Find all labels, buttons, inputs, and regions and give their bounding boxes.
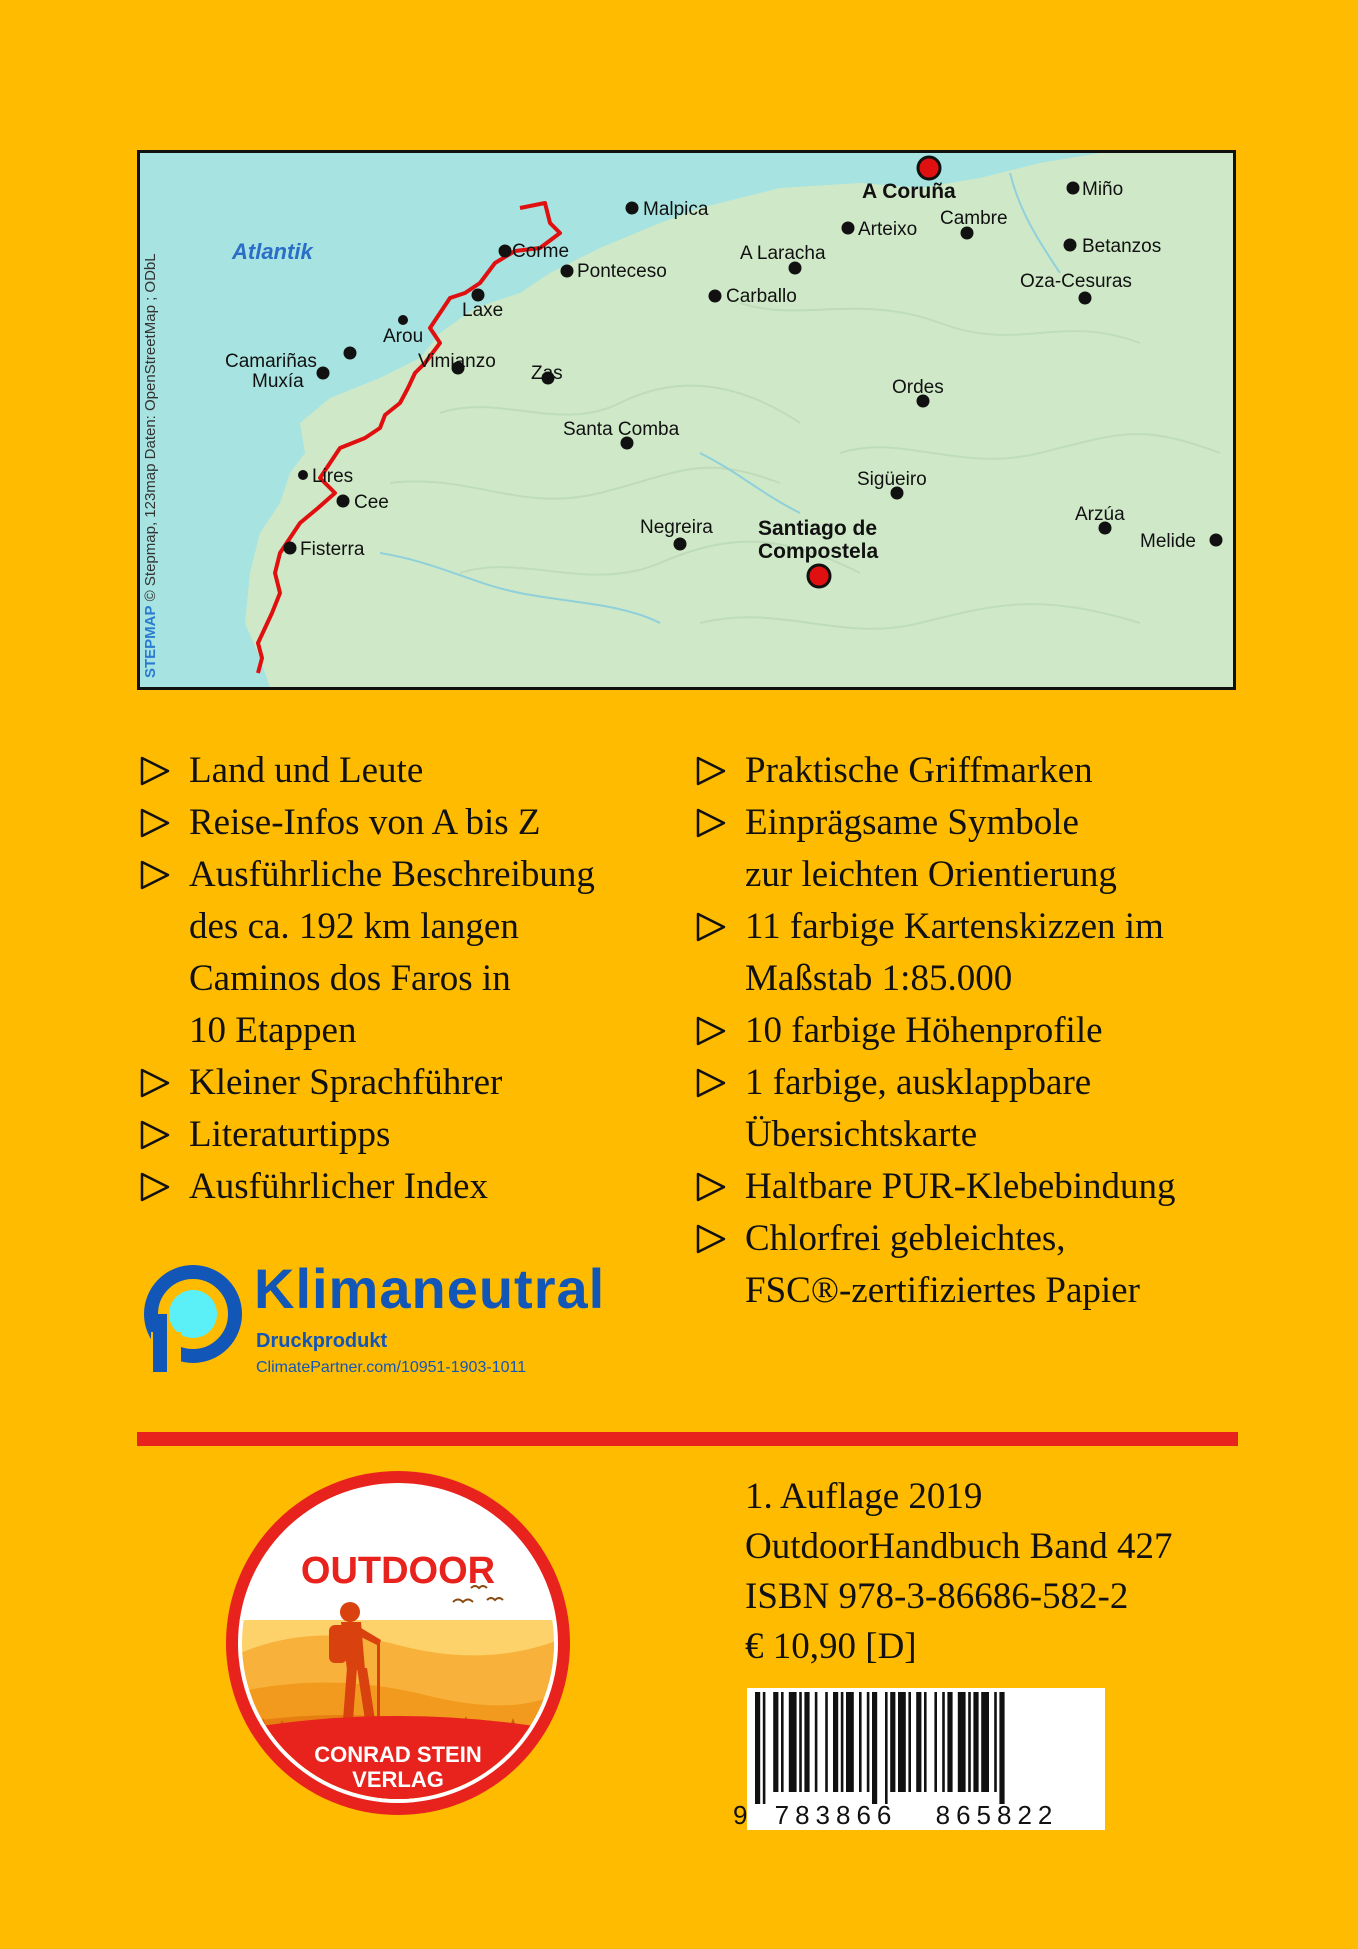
town-marker-icon (499, 245, 512, 258)
feature-text: Maßstab 1:85.000 (745, 958, 1013, 999)
place-label: Arzúa (1075, 504, 1125, 525)
feature-text: 10 Etappen (189, 1010, 357, 1051)
barcode-bar (885, 1692, 888, 1804)
triangle-bullet-icon (139, 807, 171, 839)
feature-item (137, 1161, 595, 1213)
climate-subtitle: Druckprodukt (256, 1330, 388, 1352)
barcode-bar (773, 1692, 778, 1792)
town-marker-icon (284, 542, 297, 555)
barcode-bar (898, 1692, 906, 1792)
map-place (862, 157, 956, 203)
place-label: Laxe (462, 300, 504, 321)
feature-text: Haltbare PUR-Klebebindung (745, 1166, 1176, 1207)
badge-publisher-line2: VERLAG (352, 1767, 444, 1792)
land-area (245, 153, 1233, 687)
barcode-bar (859, 1692, 862, 1792)
place-label: Carballo (726, 286, 797, 307)
feature-list-left (137, 745, 595, 1213)
map-drawing (140, 153, 1233, 687)
barcode-bar (994, 1692, 997, 1792)
town-marker-icon (398, 315, 408, 325)
feature-item (693, 849, 1176, 901)
place-label: Sigüeiro (857, 469, 927, 490)
triangle-bullet-icon (695, 755, 727, 787)
barcode-bar (973, 1692, 978, 1792)
map-place (626, 199, 709, 220)
feature-text: Ausführliche Beschreibung (189, 854, 595, 895)
barcode-group-1: 783866 (774, 1800, 898, 1830)
barcode-bar (781, 1692, 784, 1792)
map-credit (142, 253, 159, 678)
map-place (561, 261, 667, 282)
price: € 10,90 [D] (745, 1626, 917, 1667)
map-place (418, 351, 496, 375)
town-marker-icon (709, 290, 722, 303)
feature-item (693, 1265, 1176, 1317)
barcode-bar (763, 1692, 766, 1804)
place-label: Miño (1082, 179, 1124, 200)
badge-title: OUTDOOR (300, 1550, 496, 1592)
map-place (758, 517, 877, 540)
barcode-graphic (733, 1688, 1105, 1830)
place-label: Muxía (252, 371, 304, 392)
feature-item (137, 745, 595, 797)
feature-item (137, 849, 595, 901)
barcode-bar (981, 1692, 989, 1792)
place-label: Santa Comba (563, 419, 680, 440)
barcode-bar (815, 1692, 818, 1792)
triangle-bullet-icon (695, 1015, 727, 1047)
place-label: Cee (354, 492, 389, 513)
series: OutdoorHandbuch Band 427 (745, 1526, 1173, 1567)
place-label: Zas (531, 363, 563, 384)
barcode-bar (846, 1692, 854, 1792)
place-label: Camariñas (225, 351, 317, 372)
feature-item (137, 1057, 595, 1109)
feature-text: 11 farbige Kartenskizzen im (745, 906, 1164, 947)
triangle-bullet-icon (695, 911, 727, 943)
city-marker-icon (918, 157, 940, 179)
divider-bar (137, 1432, 1238, 1446)
feature-text: Einprägsame Symbole (745, 802, 1079, 843)
place-label: Cambre (940, 208, 1008, 229)
feature-text: Kleiner Sprachführer (189, 1062, 503, 1103)
place-label: Corme (512, 241, 570, 262)
barcode (733, 1688, 1105, 1830)
feature-item (693, 797, 1176, 849)
town-marker-icon (298, 470, 308, 480)
place-label: Compostela (758, 540, 879, 563)
place-label: Fisterra (300, 539, 365, 560)
barcode-bar (755, 1692, 760, 1804)
barcode-bar (999, 1692, 1004, 1804)
feature-text: FSC®-zertifiziertes Papier (745, 1270, 1140, 1311)
outdoor-badge (225, 1470, 571, 1816)
barcode-first-digit: 9 (733, 1800, 748, 1830)
triangle-bullet-icon (695, 1067, 727, 1099)
edition: 1. Auflage 2019 (745, 1476, 983, 1517)
place-label: A Coruña (862, 180, 956, 203)
place-label: Oza-Cesuras (1020, 271, 1132, 292)
barcode-bar (872, 1692, 877, 1804)
map-place (252, 367, 330, 393)
map-place (383, 315, 423, 347)
place-label: Santiago de (758, 517, 878, 540)
triangle-bullet-icon (139, 755, 171, 787)
feature-item (693, 1057, 1176, 1109)
place-label: Lires (312, 466, 354, 487)
climate-url: ClimatePartner.com/10951-1903-1011 (256, 1359, 527, 1376)
isbn: ISBN 978-3-86686-582-2 (745, 1576, 1129, 1617)
city-marker-icon (808, 565, 830, 587)
feature-text: Caminos dos Faros in (189, 958, 511, 999)
feature-text: Praktische Griffmarken (745, 750, 1093, 791)
town-marker-icon (1079, 292, 1092, 305)
feature-item (693, 953, 1176, 1005)
barcode-bar (908, 1692, 911, 1792)
barcode-group-2: 865822 (935, 1800, 1059, 1830)
feature-text: Chlorfrei gebleichtes, (745, 1218, 1066, 1259)
feature-item (137, 1005, 595, 1057)
barcode-bar (804, 1692, 809, 1792)
town-marker-icon (1067, 182, 1080, 195)
map-place (499, 241, 570, 262)
triangle-bullet-icon (139, 1067, 171, 1099)
feature-item (693, 1213, 1176, 1265)
climate-partner-icon (137, 1262, 249, 1374)
feature-text: Ausführlicher Index (189, 1166, 488, 1207)
map-place (225, 347, 357, 373)
feature-item (693, 1161, 1176, 1213)
publication-info (745, 1472, 1173, 1672)
triangle-bullet-icon (695, 807, 727, 839)
outdoor-badge-graphic (225, 1470, 571, 1816)
place-label: Malpica (643, 199, 709, 220)
badge-publisher-line1: CONRAD STEIN (314, 1742, 482, 1767)
triangle-bullet-icon (139, 859, 171, 891)
place-label: Ponteceso (577, 261, 667, 282)
barcode-bar (833, 1692, 838, 1792)
barcode-bar (942, 1692, 945, 1792)
place-label: Arou (383, 326, 424, 347)
climate-title: Klimaneutral (254, 1257, 606, 1320)
feature-text: Übersichtskarte (745, 1114, 978, 1155)
feature-item (137, 1109, 595, 1161)
barcode-bar (867, 1692, 870, 1792)
triangle-bullet-icon (139, 1119, 171, 1151)
barcode-bar (825, 1692, 828, 1792)
feature-item (693, 901, 1176, 953)
feature-text: des ca. 192 km langen (189, 906, 519, 947)
feature-text: 10 farbige Höhenprofile (745, 1010, 1103, 1051)
feature-text: Land und Leute (189, 750, 424, 791)
feature-text: zur leichten Orientierung (745, 854, 1117, 895)
climate-neutral-logo (137, 1257, 677, 1382)
feature-list-right (693, 745, 1176, 1317)
town-marker-icon (842, 222, 855, 235)
place-label: Arteixo (858, 219, 918, 240)
place-label: Negreira (640, 517, 713, 538)
barcode-bar (924, 1692, 927, 1792)
barcode-bar (890, 1692, 895, 1792)
triangle-bullet-icon (695, 1223, 727, 1255)
triangle-bullet-icon (139, 1171, 171, 1203)
town-marker-icon (626, 202, 639, 215)
map-place (462, 289, 503, 322)
town-marker-icon (337, 495, 350, 508)
overview-map (137, 150, 1236, 690)
town-marker-icon (1064, 239, 1077, 252)
place-label: Ordes (892, 377, 944, 398)
place-label: Melide (1140, 531, 1196, 552)
town-marker-icon (317, 367, 330, 380)
barcode-bar (841, 1692, 844, 1792)
feature-text: 1 farbige, ausklappbare (745, 1062, 1092, 1103)
feature-text: Literaturtipps (189, 1114, 391, 1155)
sea-label: Atlantik (232, 239, 313, 264)
feature-item (693, 1109, 1176, 1161)
feature-text: Reise-Infos von A bis Z (189, 802, 541, 843)
barcode-bar (968, 1692, 971, 1792)
town-marker-icon (561, 265, 574, 278)
feature-item (693, 1005, 1176, 1057)
credit-text: © Stepmap, 123map Daten: OpenStreetMap ; ODbL (142, 253, 159, 602)
credit-brand: STEPMAP (142, 605, 159, 678)
feature-item (137, 797, 595, 849)
triangle-bullet-icon (695, 1171, 727, 1203)
barcode-bar (789, 1692, 797, 1792)
town-marker-icon (1210, 534, 1223, 547)
place-label: Vimianzo (418, 351, 496, 372)
map-place (531, 363, 563, 385)
place-label: A Laracha (740, 243, 826, 264)
barcode-bar (958, 1692, 966, 1792)
feature-item (693, 745, 1176, 797)
place-label: Betanzos (1082, 236, 1162, 257)
barcode-bar (947, 1692, 952, 1792)
barcode-bar (934, 1692, 937, 1792)
barcode-bar (916, 1692, 921, 1792)
town-marker-icon (344, 347, 357, 360)
barcode-bar (799, 1692, 802, 1792)
feature-item (137, 953, 595, 1005)
town-marker-icon (674, 538, 687, 551)
feature-item (137, 901, 595, 953)
